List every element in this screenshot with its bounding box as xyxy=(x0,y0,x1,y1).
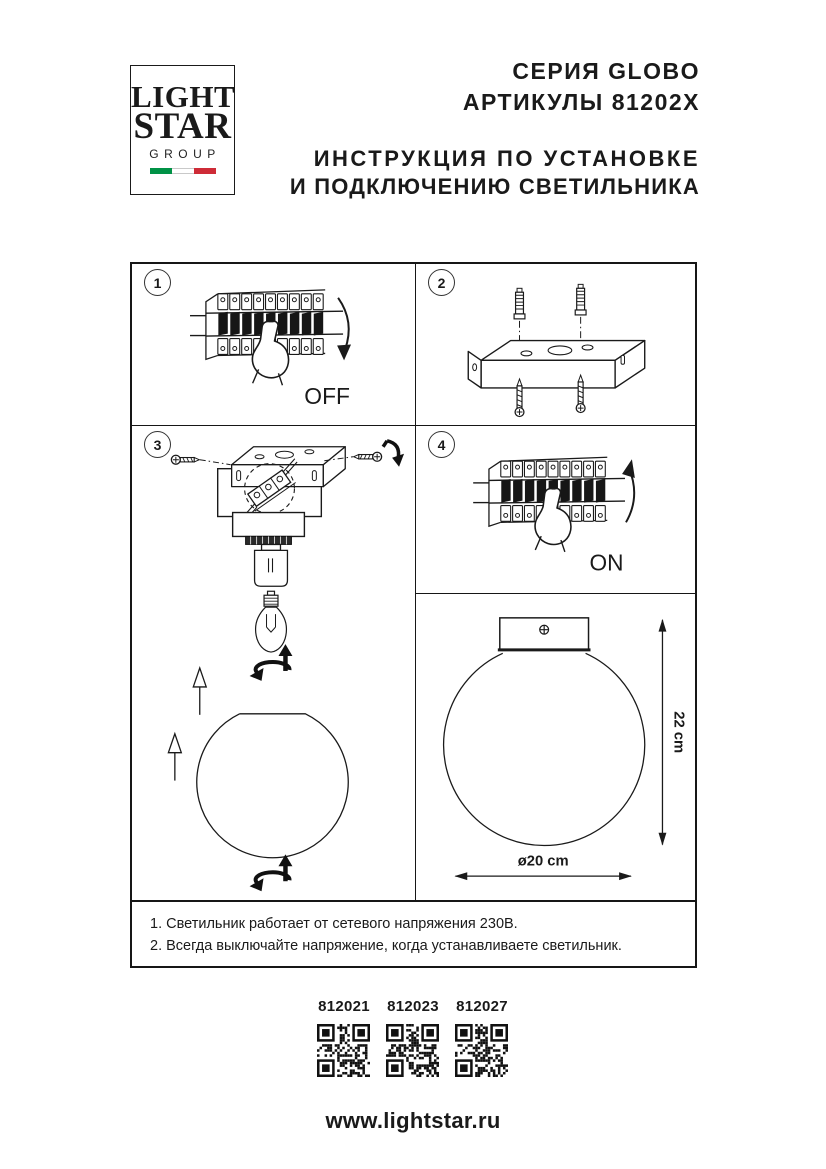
note-line-1: 1. Светильник работает от сетевого напряжения 230В. xyxy=(150,916,518,932)
article-codes xyxy=(0,998,826,1077)
article-812021 xyxy=(317,998,371,1077)
article-code: 812021 xyxy=(318,998,370,1015)
lamp-socket-drawing xyxy=(255,544,288,586)
step-4-number: 4 xyxy=(428,431,455,458)
flag-white-segment xyxy=(172,168,194,174)
logo-word-star: STAR xyxy=(133,106,232,147)
arrow-up-icon xyxy=(622,459,635,522)
dimensions-panel xyxy=(416,594,695,900)
bracket-mounting-diagram xyxy=(416,264,695,425)
up-arrow-icon xyxy=(193,668,206,715)
article-812023 xyxy=(386,998,440,1077)
mounting-bracket-drawing xyxy=(468,341,644,388)
notes-panel xyxy=(132,900,695,966)
screw-head-icon xyxy=(540,625,549,634)
height-dimension-label: 22 cm xyxy=(670,711,687,754)
assembly-diagram xyxy=(132,426,415,900)
article-812027 xyxy=(455,998,509,1077)
side-screw-left-icon xyxy=(171,455,230,464)
title-block xyxy=(290,56,700,201)
fixture-dimensions-diagram xyxy=(416,594,695,900)
articles-title: АРТИКУЛЫ 81202X xyxy=(462,89,700,115)
article-code: 812023 xyxy=(387,998,439,1015)
on-label: ON xyxy=(589,549,624,576)
italian-flag-stripe xyxy=(150,168,216,174)
step-3-number: 3 xyxy=(144,431,171,458)
website-url: www.lightstar.ru xyxy=(325,1108,501,1133)
rotation-arrow-icon xyxy=(250,854,293,891)
step-2-number: 2 xyxy=(428,269,455,296)
step-1-panel xyxy=(132,264,416,426)
height-dimension-line xyxy=(659,619,687,846)
qr-code xyxy=(386,1024,439,1077)
qr-code xyxy=(455,1024,508,1077)
canopy-base-drawing xyxy=(233,513,305,537)
arrow-down-icon xyxy=(337,298,351,361)
logo-word-light: LIGHT xyxy=(131,79,236,114)
off-label: OFF xyxy=(304,383,350,410)
qr-code xyxy=(317,1024,370,1077)
step-1-number: 1 xyxy=(144,269,171,296)
step-2-panel xyxy=(416,264,695,426)
lightstar-logo xyxy=(130,65,235,195)
steps-table xyxy=(130,262,697,968)
flag-red-segment xyxy=(194,168,216,174)
breaker-off-diagram xyxy=(132,264,415,425)
up-arrow-icon xyxy=(168,734,181,781)
series-title: СЕРИЯ GLOBO xyxy=(512,58,700,84)
wall-anchor-icon xyxy=(514,284,586,319)
diameter-dimension-label: ø20 cm xyxy=(517,853,569,870)
article-code: 812027 xyxy=(456,998,508,1015)
flag-green-segment xyxy=(150,168,172,174)
step-3-panel xyxy=(132,426,416,900)
diameter-dimension-line xyxy=(454,853,631,880)
breaker-on-diagram xyxy=(416,426,695,593)
instruction-line-1: ИНСТРУКЦИЯ ПО УСТАНОВКЕ xyxy=(313,146,700,171)
instruction-line-2: И ПОДКЛЮЧЕНИЮ СВЕТИЛЬНИКА xyxy=(289,174,700,199)
threaded-collar-drawing xyxy=(246,536,292,544)
step-4-panel xyxy=(416,426,695,594)
note-line-2: 2. Всегда выключайте напряжение, когда устанавливаете светильник. xyxy=(150,938,622,954)
bulb-icon xyxy=(256,591,287,652)
glass-globe-drawing xyxy=(197,714,348,858)
logo-word-group: GROUP xyxy=(149,147,221,161)
screw-rotation-arrow-icon xyxy=(383,441,404,467)
fixture-front-view-drawing xyxy=(444,618,645,846)
